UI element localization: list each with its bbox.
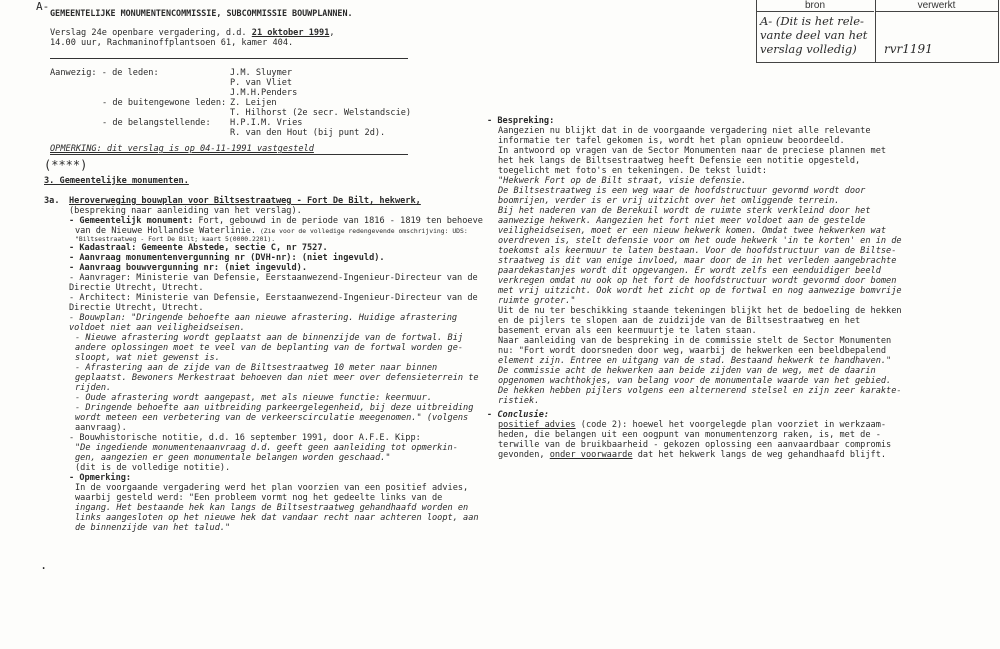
architect-line-1: - Architect: Ministerie van Defensie, Eerstaanwezend-Ingenieur-Directeur van de (69, 293, 478, 303)
verwerkt-label: verwerkt (875, 0, 998, 12)
after-line: en de pijlers te slopen aan de zuidzijde van de Biltsestraatweg en het (498, 316, 861, 326)
bespreking-line: toegelicht met foto's en tekeningen. De tekst luidt: (498, 166, 768, 176)
quote-line: straatweg is dit van enige invloed, maar door de in het verleden aangebrachte (498, 256, 897, 266)
aanvraag-bouwvergunning: - Aanvraag bouwvergunning nr: (niet ingevuld). (69, 263, 307, 273)
header-divider (50, 58, 408, 59)
bespreking-line: In antwoord op vragen van de Sector Monumenten naar de preciese plannen met (498, 146, 887, 156)
item-3a-subtitle: (bespreking naar aanleiding van het verslag). (69, 206, 302, 216)
quote-line: Bij het naderen van de Berekuil wordt de ruimte sterk verkleind door het (498, 206, 871, 216)
bouwplan-detail: - Afrastering aan de zijde van de Biltsestraatweg 10 meter naar binnen (75, 363, 438, 373)
bron-note-2: vante deel van het (760, 28, 868, 42)
bouwplan-detail: - Oude afrastering wordt aangepast, met als nieuwe functie: keermuur. (75, 393, 432, 403)
bouwplan-detail: sloopt, wat niet gewenst is. (75, 353, 220, 363)
opmerking-vastgesteld: OPMERKING: dit verslag is op 04-11-1991 vastgesteld (50, 144, 314, 154)
meeting-date: 21 oktober 1991 (251, 28, 330, 38)
buitengewone-label: - de buitengewone leden: (102, 98, 227, 108)
stars-mark: (****) (44, 158, 88, 172)
bouwplan-detail: rijden. (75, 383, 112, 393)
positief-advies: positief advies (498, 420, 576, 430)
architect-line-2: Directie Utrecht, Utrecht. (69, 303, 204, 313)
after-line: Naar aanleiding van de bespreking in de commissie stelt de Sector Monumenten (498, 336, 892, 346)
after-line: opgenomen wachthokjes, van belang voor de monumentale waarde van het gebied. (498, 376, 892, 386)
header-prefix: A- (36, 0, 50, 13)
bouwplan-detail: aanvraag). (75, 423, 127, 433)
conclusie-text-1: (code 2): hoewel het voorgelegde plan voorziet in werkzaam- (575, 420, 887, 430)
meeting-line-2: 14.00 uur, Rachmaninoffplantsoen 61, kamer 404. (50, 38, 294, 48)
quote-line: toekomst als keermuur te laten bestaan. Voor de hoofdstructuur van de Biltse- (498, 246, 897, 256)
quote-line: met vrij uitzicht. Ook wordt het zicht op de fortwal en nog aanwezige bomvrije (498, 286, 902, 296)
lid-2: P. van Vliet (230, 78, 293, 88)
belangstellende-1: H.P.I.M. Vries (230, 118, 303, 128)
bouwplan-detail: wordt meteen een verbetering van de verkeerscirculatie meegenomen." (volgens (75, 413, 469, 423)
gemeentelijk-monument-text: Fort, gebouwd in de periode van 1816 - 1819 ten behoeve (193, 216, 483, 226)
bespreking-line: Aangezien nu blijkt dat in de voorgaande vergadering niet alle relevante (498, 126, 871, 136)
after-line: element zijn. Entree en uitgang van de stad. Bestaand hekwerk te handhaven." (498, 356, 892, 366)
bouwplan-detail: - Nieuwe afrastering wordt geplaatst aan de binnenzijde van de fortwal. Bij (75, 333, 464, 343)
section-3-heading: 3. Gemeentelijke monumenten. (44, 176, 189, 186)
opmerking-line: ingang. Het bestaande hek kan langs de Biltsestraatweg gehandhaafd worden en (75, 503, 469, 513)
opmerking-line: links aangesloten op het nieuwe hek dat vandaar recht naar achteren loopt, aan (75, 513, 479, 523)
verwerkt-code: rvr1191 (884, 42, 933, 56)
aanvraag-monumentenvergunning: - Aanvraag monumentenvergunning nr (DVH-nr): (niet ingevuld). (69, 253, 385, 263)
quote-line: ruimte groter." (498, 296, 576, 306)
meeting-line-1 (50, 28, 335, 38)
after-line: Uit de nu ter beschikking staande tekeningen blijkt het de bedoeling de hekken (498, 306, 902, 316)
item-3a-title: Heroverweging bouwplan voor Biltsestraatweg - Fort De Bilt, hekwerk, (69, 196, 421, 206)
conclusie-line-4 (498, 450, 886, 460)
meeting-line-1-text: Verslag 24e openbare vergadering, d.d. (50, 28, 252, 38)
after-line: De commissie acht de hekwerken aan beide zijden van de weg, met de daarin (498, 366, 876, 376)
quote-line: veiligheidseisen, moet er een nieuw hekwerk komen. Omdat twee hekwerken wat (498, 226, 887, 236)
footer-mark: . (40, 558, 48, 572)
after-line: nu: "Fort wordt doorsneden door weg, waarbij de hekwerken een beeldbepalend (498, 346, 887, 356)
opmerking-line: waarbij gesteld werd: "Een probleem vormt nog het gedeelte links van de (75, 493, 443, 503)
bron-note-3: verslag volledig) (760, 42, 857, 56)
quote-line: boomrijen, verder is er vrij uitzicht over het omliggende terrein. (498, 196, 840, 206)
quote-line: overdreven is, stelt defensie voor om het oude hekwerk 'in te korten' en in de (498, 236, 902, 246)
quote-line: aanwezige hekwerk. Aangezien het fort niet meer voldoet aan de gestelde (498, 216, 866, 226)
bouwplan-line-1: - Bouwplan: "Dringende behoefte aan nieuwe afrastering. Huidige afrastering (69, 313, 458, 323)
opmerking-line: In de voorgaande vergadering werd het plan voorzien van een positief advies, (75, 483, 469, 493)
conclusie-line-1 (498, 420, 886, 430)
bouwplan-detail: andere oplossingen moet te veel van de beplanting van de fortwal worden ge- (75, 343, 464, 353)
opmerking-divider (50, 154, 408, 155)
bouwhistorie-line: gen, aangezien er geen monumentale belangen worden geschaad." (75, 453, 391, 463)
bron-note-1: A- (Dit is het rele- (760, 14, 864, 28)
bouwhistorische-notitie: - Bouwhistorische notitie, d.d. 16 september 1991, door A.F.E. Kipp: (69, 433, 421, 443)
conclusie-text-4a: gevonden, (498, 450, 550, 460)
kadastraal: - Kadastraal: Gemeente Abstede, sectie C, nr 7527. (69, 243, 328, 253)
lid-3: J.M.H.Penders (230, 88, 298, 98)
conclusie-text-4b: dat het hekwerk langs de weg gehandhaafd blijft. (632, 450, 887, 460)
quote-line: verkregen omdat nu ook op het fort de hoofdstructuur wordt gevormd door bomen (498, 276, 897, 286)
aanvrager-line-2: Directie Utrecht, Utrecht. (69, 283, 204, 293)
lid-1: J.M. Sluymer (230, 68, 293, 78)
after-line: basement ervan als een keermuurtje te laten staan. (498, 326, 757, 336)
item-3a-number: 3a. (44, 196, 60, 206)
bouwhistorie-line: (dit is de volledige notitie). (75, 463, 231, 473)
gemeentelijk-monument-line-1 (69, 216, 483, 226)
buitengewoon-lid-2: T. Hilhorst (2e secr. Welstandscie) (230, 108, 412, 118)
conclusie-line-2: heden, die belangen uit een oogpunt van monumentenzorg raken, is, met de - (498, 430, 881, 440)
bespreking-line: informatie ter tafel gekomen is, wordt het plan opnieuw beoordeeld. (498, 136, 845, 146)
after-line: ristiek. (498, 396, 540, 406)
meeting-line-1-post: , (329, 28, 335, 38)
aanvrager-line-1: - Aanvrager: Ministerie van Defensie, Eerstaanwezend-Ingenieur-Directeur van de (69, 273, 478, 283)
quote-line: paardekastanjes wordt dit opgevangen. Er wordt zelfs een eenduidiger beeld (498, 266, 881, 276)
opmerking-label: - Opmerking: (69, 473, 132, 483)
bouwplan-detail: - Dringende behoefte aan uitbreiding parkeergelegenheid, bij deze uitbreiding (75, 403, 474, 413)
gemeentelijk-monument-note-2: "Biltsestraatweg - Fort De Bilt; kaart 5(0000.2201). (75, 235, 276, 243)
bouwhistorie-line: "De ingediende monumentenaanvraag d.d. geeft geen aanleiding tot opmerkin- (75, 443, 458, 453)
aanwezig-label: Aanwezig: - de leden: (50, 68, 159, 78)
bron-label: bron (756, 0, 874, 12)
document-title: GEMEENTELIJKE MONUMENTENCOMMISSIE, SUBCOMMISSIE BOUWPLANNEN. (50, 8, 353, 18)
quote-line: "Hekwerk Fort op de Bilt straat, visie defensie. (498, 176, 747, 186)
after-line: De hekken hebben pijlers volgens een alternerend stelsel en zijn zeer karakte- (498, 386, 902, 396)
conclusie-label: - Conclusie: (487, 410, 550, 420)
gemeentelijk-monument-label: - Gemeentelijk monument: (69, 216, 194, 226)
onder-voorwaarde: onder voorwaarde (549, 450, 633, 460)
belangstellende-label: - de belangstellende: (102, 118, 211, 128)
bouwplan-line-2: voldoet niet aan veiligheidseisen. (69, 323, 245, 333)
gemeentelijk-monument-text-2: van de Nieuwe Hollandse Waterlinie. (75, 226, 257, 236)
conclusie-line-3: terwille van de bruikbaarheid - gekozen oplossing een aanvaardbaar compromis (498, 440, 892, 450)
quote-line: De Biltsestraatweg is een weg waar de hoofdstructuur gevormd wordt door (498, 186, 866, 196)
belangstellende-2: R. van den Hout (bij punt 2d). (230, 128, 386, 138)
opmerking-line: de binnenzijde van het talud." (75, 523, 231, 533)
bespreking-label: - Bespreking: (487, 116, 555, 126)
bouwplan-detail: geplaatst. Bewoners Merkestraat behoeven dan niet meer over defensieterrein te (75, 373, 479, 383)
gemeentelijk-monument-note: (Zie voor de volledige redengevende omschrijving: UDS: (256, 227, 468, 235)
bespreking-line: het hek langs de Biltsestraatweg heeft Defensie een notitie opgesteld, (498, 156, 861, 166)
buitengewoon-lid-1: Z. Leijen (230, 98, 277, 108)
